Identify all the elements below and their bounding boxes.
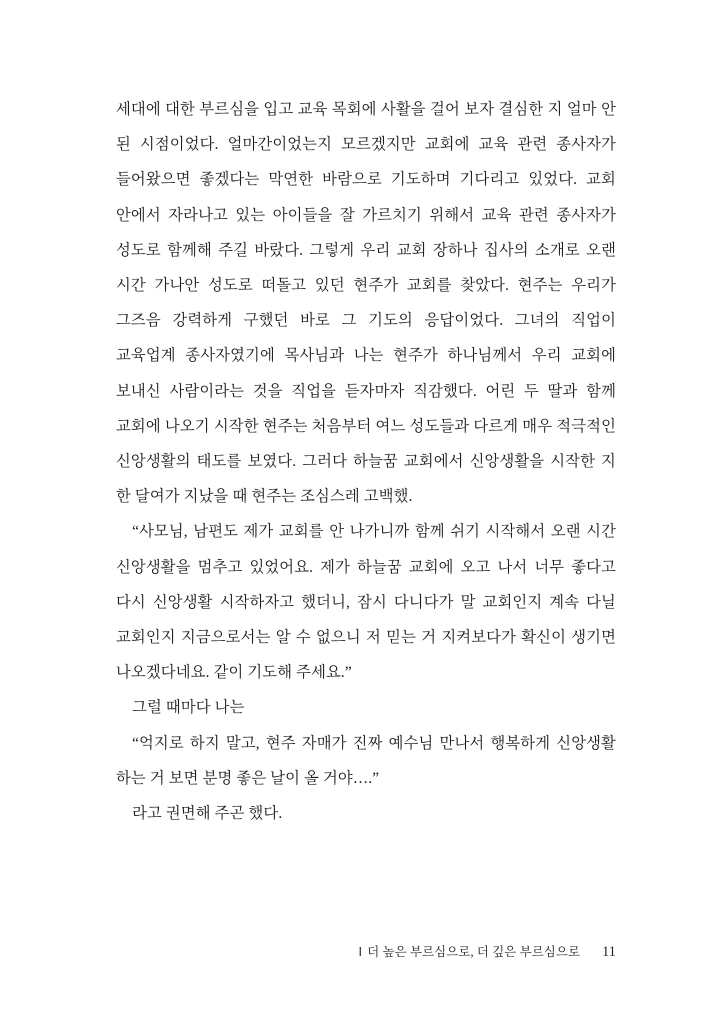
- page-footer: [116, 942, 616, 961]
- paragraph-1: 세대에 대한 부르심을 입고 교육 목회에 사활을 걸어 보자 결심한 지 얼마 안 된 시점이었다. 얼마간이었는지 모르겠지만 교회에 교육 관련 종사자가 들어왔으면 좋겠다는 막연한 바람으로 기도하며 기다리고 있었다. 교회 안에서 자라나고 있는 아이들을 잘 가르치기 위해서 교육 관련 종사자가 성도로 함께해 주길 바랐다. 그렇게 우리 교회 장하나 집사의 소개로 오랜 시간 가나안 성도로 떠돌고 있던 현주가 교회를 찾았다. 현주는 우리가 그즈음 강력하게 구했던 바로 그 기도의 응답이었다. 그녀의 직업이 교육업계 종사자였기에 목사님과 나는 현주가 하나님께서 우리 교회에 보내신 사람이라는 것을 직업을 듣자마자 직감했다. 어린 두 딸과 함께 교회에 나오기 시작한 현주는 처음부터 여느 성도들과 다르게 매우 적극적인 신앙생활의 태도를 보였다. 그러다 하늘꿈 교회에서 신앙생활을 시작한 지 한 달여가 지났을 때 현주는 조심스레 고백했.: [116, 101, 616, 506]
- page-number: 11: [602, 944, 616, 960]
- paragraph-4: “억지로 하지 말고, 현주 자매가 진짜 예수님 만나서 행복하게 신앙생활 하는 거 보면 분명 좋은 날이 올 거야….”: [116, 734, 616, 787]
- paragraph-5: 라고 권면해 주곤 했다.: [132, 805, 283, 823]
- paragraph-2: “사모님, 남편도 제가 교회를 안 나가니까 함께 쉬기 시작해서 오랜 시간 신앙생활을 멈추고 있었어요. 제가 하늘꿈 교회에 오고 나서 너무 좋다고 다시 신앙생활 시작하자고 했더니, 잠시 다니다가 말 교회인지 계속 다닐 교회인지 지금으로서는 알 수 없으니 저 믿는 거 지켜보다가 확신이 생기면 나오겠다네요. 같이 기도해 주세요.”: [116, 523, 616, 682]
- page-body: [116, 92, 616, 831]
- chapter-mark: Ⅰ: [358, 945, 363, 959]
- paragraph-3: 그럴 때마다 나는: [132, 699, 245, 717]
- running-title: 더 높은 부르심으로, 더 깊은 부르심으로: [367, 945, 581, 959]
